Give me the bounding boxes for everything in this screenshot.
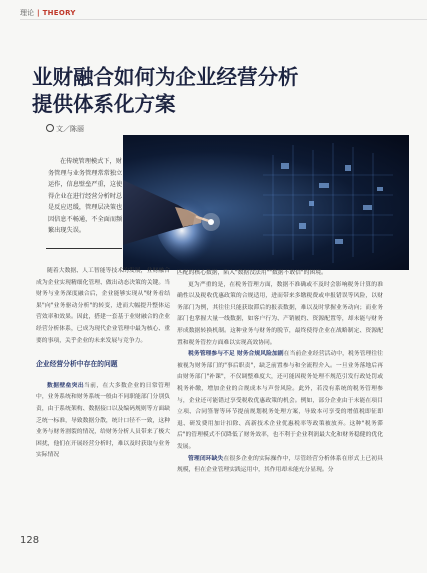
paragraph-text: 在当前企业经营活动中，税务管理往往被视为财务部门的"事后职责"，缺乏前置参与和全流程介入。一旦业务落地后再由财务部门"补课"，不仅调整难度大，还可能因税务处理不规范引发行政处罚或税务补缴，增加企业的合规成本与声誉风险。此外，若没有系统的税务管理参与，企业还可能错过享受税收优惠政策的机会。例如，部分企业由于未能在项目立项、合同签署等环节提前规划税务处理方案，导致本可享受的增值税即征即退、研发费用加计扣除、高新技术企业优惠税率等政策被放弃。这种"税务滞后"的管理模式不仅降低了财务效率，也不利于企业利润最大化和财务稳健的优化发展。 <box>177 351 383 450</box>
article-summary <box>48 156 128 237</box>
byline <box>46 124 84 134</box>
paragraph-lead: 税务管理参与不足 财务合规风险加剧 <box>188 351 284 358</box>
article-title <box>32 64 362 118</box>
title-line-1: 业财融合如何为企业经营分析 <box>32 65 299 89</box>
summary-text: 在传统管理模式下，财务管理与业务管理常常独立运作，信息壁垒严重，这使得企业在进行经营分析时总是反应迟缓，管理层决策也因信息不畅通，不全面而频繁出现失误。 <box>48 158 123 234</box>
header-divider <box>20 19 427 20</box>
summary-divider <box>46 248 122 249</box>
page-header <box>20 8 76 18</box>
body-paragraph <box>36 381 170 462</box>
body-paragraph: 匹配的核心数据，陷入"数据没法用""数据不敢信"的困境。 <box>177 270 327 276</box>
body-paragraph: 更为严重的是，在税务管理方面，数据不准确或不及时会影响税务计算的准确性以及税收优惠政策的合规适用，进而带来多缴税费或申报错误等风险，以财务部门为例，其往往只能获取滞后的报表数据，难以及时掌握业务动向；而业务部门也掌握大量一线数据，如客户行为、产销履约、资源配置等，却未能与财务形成数据转换机制。这种业务与财务的脱节，最终使得企业在战略制定、资源配置和税务管控方面难以实现高效协同。 <box>177 281 383 346</box>
byline-circle-icon <box>46 124 54 132</box>
body-paragraph: 随着大数据、人工智能等技术的发展，业财融合成为企业实现精细化管理、做出动态决策的关键。当财务与业务深度融合后，企业能够实现从"财务看结果"向"业务驱动分析"的转变，进而大幅提升整体运营效率和效果。因此，搭建一套基于业财融合的企业经营分析体系，已成为现代企业管理中最为核心、重要的事项，关乎企业的未来发展与竞争力。 <box>36 268 170 344</box>
body-column-right <box>177 268 383 477</box>
paragraph-text: 在很多企业的实际操作中，尽管经营分析体系在形式上已初具规模，但在企业管理实践运用中，其作用却未能充分显现。分 <box>177 455 383 474</box>
body-paragraph <box>177 349 383 453</box>
hero-image <box>123 135 409 270</box>
section-heading: 企业经营分析中存在的问题 <box>36 360 118 369</box>
hero-illustration <box>123 135 409 270</box>
section-separator: | <box>37 9 40 17</box>
paragraph-lead: 管理闭环缺失 <box>188 455 224 462</box>
paragraph-lead: 数据壁垒突出 <box>47 382 85 389</box>
body-column-left <box>36 266 170 462</box>
author-name: 文／陈丽 <box>56 125 84 133</box>
section-name-en: THEORY <box>42 9 76 17</box>
paragraph-text: 当前，在大多数企业的日常管理中，业务系统和财务系统一般由不同职能部门分别负责，由于系统架构、数据接口以及编码规则等方面缺乏统一标准，导致数据分散，统计口径不一致，这种业务与财务割裂的情况，给财务分析人员带来了极大困扰，他们在开展经营分析时，难以及时获取与业务实际情况 <box>36 382 170 459</box>
section-name: 理论 <box>20 9 34 17</box>
body-paragraph <box>177 454 383 477</box>
page-number: 128 <box>20 535 40 546</box>
title-line-2: 提供体系化方案 <box>32 92 176 116</box>
